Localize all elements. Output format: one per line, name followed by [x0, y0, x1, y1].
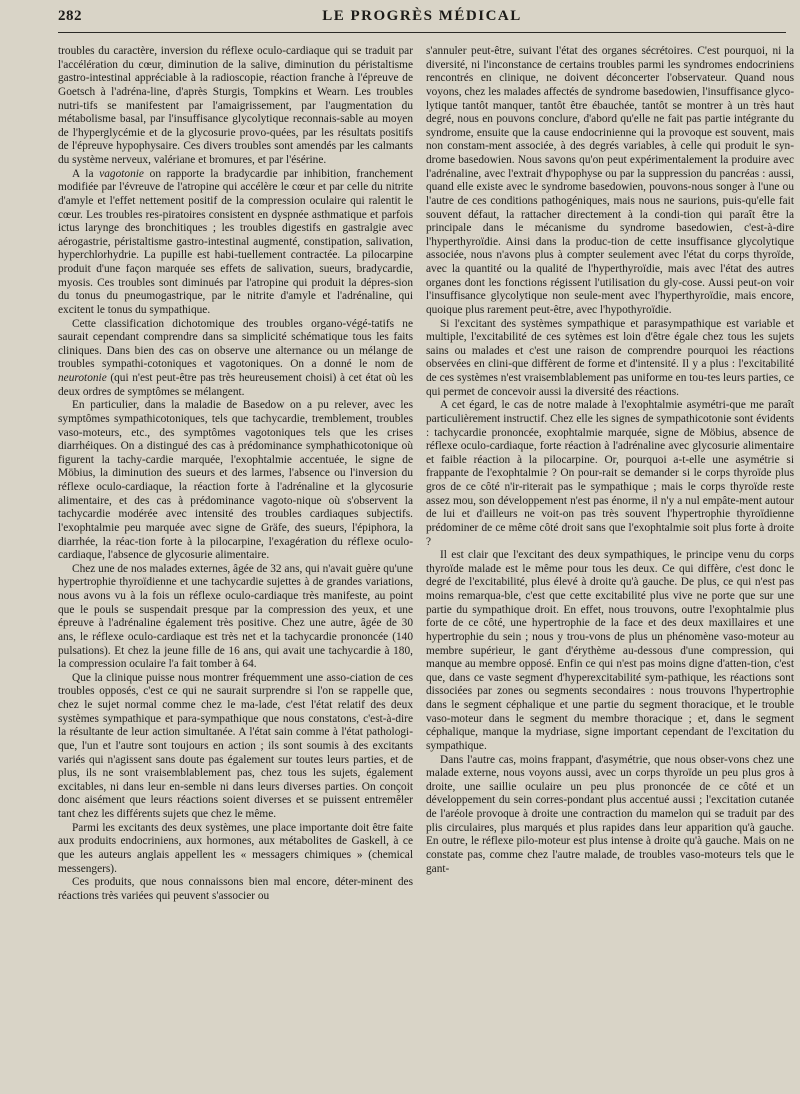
paragraph-text: En particulier, dans la maladie de Basedow on a pu relever, avec les symptômes sympathicotoniques, tels que tachycardie, tremblement, troubles vaso-moteurs, etc., des symptômes vagotoniques tels que les crises diarrhéiques. On a distingué des cas à prédominance symphathicotonique où figurent la tachy-cardie marquée, l'exophtalmie accentuée, le signe de Möbius, la diminution des sueurs et des larmes, l'absence ou l'inversion du réflexe oculo-cardiaque, la réaction forte à l'adrénaline et la glycosurie alimentaire, et des cas à prédominance vagoto-nique où s'observent la tachycardie modérée avec intensité des troubles cardiaques subjectifs. l'exophtalmie peu marquée avec signe de Gräfe, des sueurs, l'épiphora, la diarrhée, la réac-tion forte à la pilocarpine, l'exagération du réflexe oculo-cardiaque, l'absence de glycosurie alimentaire. [58, 399, 413, 562]
paragraph [58, 822, 413, 877]
paragraph-text: s'annuler peut-être, suivant l'état des organes sécrétoires. C'est pourquoi, ni la diversité, ni l'inconstance de certains troubles parmi les syndromes endocriniens rencontrés en clinique, ne doivent déconcerter l'observateur. Quand nous voyons, chez les malades affectés de syndrome basedowien, l'insuffisance glyco-lytique tantôt manquer, tantôt être ébauchée, tantôt se montrer à un très haut degré, nous en pouvons conclure, d'abord qu'elle ne fait pas partie intégrante du syndrome, ensuite que la cause endocrinienne qui la provoque est souvent, mais non constam-ment associée, à des degrés variables, à celle qui produit le syn-drome basedowien. Nous savons qu'on peut expérimentalement la produire avec l'adrénaline, avec l'extrait d'hypophyse ou par la suppression du pancréas : aussi, quand elle existe avec le syndrome basedowien, pouvons-nous songer à l'une ou l'autre de ces conditions pathogéniques, mais nous ne saurions, puis-qu'elle fait souvent défaut, la rattacher directement à la condi-tion qui paraît être la principale dans le mécanisme du syndrome basedowien, c'est-à-dire l'hyperthyroïdie. Ainsi dans la produc-tion de cette insuffisance glycolytique associée, nous n'avons plus à compter seulement avec l'état du corps thyroïde, avec la quantité ou la qualité de l'hyperthyroïdie, mais avec l'état des autres organes dont les fonctions régissent l'utilisation du gly-cose. Aussi peut-on voir l'insuffisance glycolytique non seule-ment avec l'hyperthyroïdie, mais encore, quoique plus rarement peut-être, avec l'hypothyroïdie. [426, 45, 794, 316]
paragraph-text: Parmi les excitants des deux systèmes, une place importante doit être faite aux produits endocriniens, aux hormones, aux métabolites de Gaskell, à ce que les auteurs anglais appellent les « messagers chimiques » (chemical messengers). [58, 821, 413, 875]
paragraph-text: Ces produits, que nous connaissons bien mal encore, déter-minent des réactions très variées qui peuvent s'associer ou [58, 876, 413, 902]
left-column [58, 45, 413, 1085]
paragraph [58, 399, 413, 563]
paragraph [426, 549, 794, 753]
paragraph [58, 45, 413, 168]
journal-title: LE PROGRÈS MÉDICAL [322, 8, 522, 24]
paragraph [58, 318, 413, 400]
paragraph [58, 876, 413, 903]
paragraph-text: on rapporte la bradycardie par inhibition, franchement modifiée par l'évreuve de l'atropine qui accélère le cœur et par celle du nitrite d'amyle et l'effet nettement positif de la compression oculaire qui ralentit le cœur. Les troubles res-piratoires consistent en dyspnée asthmatique et parfois ictus larynge des bronchitiques ; les troubles digestifs en gastralgie avec aérogastrie, péristaltisme gastro-intestinal augmenté, constipation, salivation, hyperchlorhydrie. La pupille est habi-tuellement contractée. La pilocarpine produit d'une façon marquée ses effets de salivation, sueurs, bradycardie, myosis. Ces troubles sont diminués par l'atropine qui produit la dépres-sion du tonus du pneumogastrique, par le nitrite d'amyle et l'adrénaline, qui excitent le tonus du sympathique. [58, 167, 413, 316]
italic-term: vagotonie [99, 167, 144, 180]
paragraph-text: Il est clair que l'excitant des deux sympathiques, le principe venu du corps thyroïde malade est le même pour tous les deux. Ce qui diffère, c'est donc le degré de l'excitabilité, plus élevé à droite qu'à gauche. De plus, ce qui n'est pas moins remarqua-ble, c'est que cette excitabilité plus vive ne porte que sur une partie du sympathique droit. En effet, nous trouvons, outre l'exophtalmie plus forte de ce côté, une hypertrophie de la face et des deux maxillaires et une hypertrophie du sein ; nous y trou-vons de plus un phénomène vaso-moteur au membre supérieur, le gant d'érythème au-dessous d'une compression, qui manque au membre opposé. Enfin ce qui n'est pas moins digne d'atten-tion, c'est que, dans ce vaste segment d'hyperexcitabilité sym-pathique, les réactions sont dissociées par zones ou segments secondaires : nous trouvons l'hypertrophie dans le segment céphalique et une partie du segment thoracique, et le trouble vaso-moteur dans le segment du membre thoracique ; et, dans le segment céphalique, manque la mydriase, signe important cependant de l'excitation du sympathique. [426, 549, 794, 752]
paragraph [58, 672, 413, 822]
paragraph [426, 318, 794, 400]
paragraph-lead: A la [72, 167, 100, 180]
paragraph [426, 754, 794, 877]
right-column [426, 45, 794, 1085]
page-header [58, 8, 786, 33]
paragraph-text: Que la clinique puisse nous montrer fréquemment une asso-ciation de ces troubles opposés, c'est ce qui ne saurait surprendre si l'on se rappelle que, chez le sujet normal comme chez le ma-lade, c'est l'état relatif des deux systèmes sympathique et para-sympathique que nous constatons, c'est-à-dire la résultante de leur action simultanée. A l'état sain comme à l'état pathologi-que, l'un et l'autre sont toujours en action ; ils sont soumis à des excitants variés qui n'agissent sans doute pas également sur toutes leurs parties, et de plus, ils ne sont vraisemblablement pas, chez tous les sujets, également excitables, ni dans leur en-semble ni dans leurs diverses parties. On conçoit donc aisément que leurs réactions soient diverses et se puissent entremêler tant chez les différents sujets que chez le même. [58, 671, 413, 820]
page-number: 282 [58, 8, 82, 24]
paragraph [58, 168, 413, 318]
paragraph-text: A cet égard, le cas de notre malade à l'exophtalmie asymétri-que me paraît particulièrement instructif. Chez elle les signes de sympathicotonie sont évidents : tachycardie prononcée, exophtalmie marquée, signe de Möbius, absence de réflexe oculo-cardiaque, forte réaction à l'adrénaline avec glycosurie alimentaire et faible réaction à la pilocarpine. Or, pourquoi a-t-elle une asymétrie si frappante de l'exophtalmie ? On pour-rait se demander si le corps thyroïde plus gros de ce côté n'ir-riterait pas le sympathique ; mais le corps thyroïde reste assez mou, son développement n'est pas énorme, il n'y a nul empâte-ment autour de lui et d'ailleurs ne voit-on pas très souvent l'hypertrophie thyroïdienne prédominer de ce même côté droit sans que l'exophtalmie soit plus forte à droite ? [426, 399, 794, 548]
paragraph-text: (qui n'est peut-être pas très heureusement choisi) à cet état où les deux ordres de symptômes se mélangent. [58, 372, 413, 398]
paragraph-text: Si l'excitant des systèmes sympathique et parasympathique est variable et multiple, l'excitabilité de ces sytèmes est loin d'être égale chez tous les sujets sains ou malades et c'est une raison de comprendre pourquoi les réactions observées en clini-que diffèrent de forme et d'intensité. Il y a plus : l'excitabilité de ces systèmes n'est vraisemblablement pas uniforme en tou-tes leurs parties, ce qui permet de concevoir aussi la diversité des réactions. [426, 317, 794, 398]
paragraph-lead: Cette classification dichotomique des troubles organo-végé-tatifs ne saurait cependant comprendre dans sa simplicité schématique tous les faits cliniques. Dans bien des cas on observe une alternance ou un mélange de troubles sympathi-cotoniques et vagotoniques. On a donné le nom de [58, 317, 413, 371]
paragraph [426, 45, 794, 318]
paragraph [426, 399, 794, 549]
paragraph-text: Chez une de nos malades externes, âgée de 32 ans, qui n'avait guère qu'une hypertrophie thyroïdienne et une tachycardie sujettes à de grandes variations, nous avons vu à la fois un réflexe oculo-cardiaque très manifeste, au point que le pouls se suspendait presque par la compression des yeux, et une épreuve à l'adrénaline également très positive. Chez une autre, âgée de 30 ans, le réflexe oculo-cardiaque est très net et la tachycardie prononcée (140 pulsations). Et chez la jeune fille de 16 ans, qui avait une tachycardie à 180, la compression oculaire l'a fait tomber à 64. [58, 562, 413, 671]
italic-term: neurotonie [58, 372, 107, 384]
paragraph-text: Dans l'autre cas, moins frappant, d'asymétrie, que nous obser-vons chez une malade externe, nous voyons aussi, avec un corps thyroïde un peu plus gros à droite, une saillie oculaire un peu plus prononcée de ce côté et un développement du sein corres-pondant plus accentué aussi ; l'excitation cutanée de l'aréole provoque à droite une contraction du mamelon qui se traduit par des plis circulaires, plus marqués et plus rapides dans leur apparition qu'à gauche. En outre, le réflexe pilo-moteur est plus intense à droite qu'à gauche. Mais on ne constate pas, comme chez l'autre malade, de troubles vaso-moteurs tels que le gant- [426, 753, 794, 875]
paragraph-text: troubles du caractère, inversion du réflexe oculo-cardiaque qui se traduit par l'accélération du cœur, diminution de la salive, diminution du péristaltisme gastro-intestinal appréciable à la radioscopie, réaction franche à l'épreuve de Goetsch à l'adréna-line, d'après Sturgis, Tompkins et Wearn. Les troubles nutri-tifs se manifestent par l'amaigrissement, par l'augmentation du métabolisme basal, par l'insuffisance glycolytique reconnais-sable au moyen de l'hyperglycémie et de la glycosurie provo-quées, par les résultats positifs de l'épreuve hypophysaire. Ces divers troubles sont amendés par les calmants du système nerveux, valériane et bromures, et par l'ésérine. [58, 45, 413, 166]
paragraph [58, 563, 413, 672]
